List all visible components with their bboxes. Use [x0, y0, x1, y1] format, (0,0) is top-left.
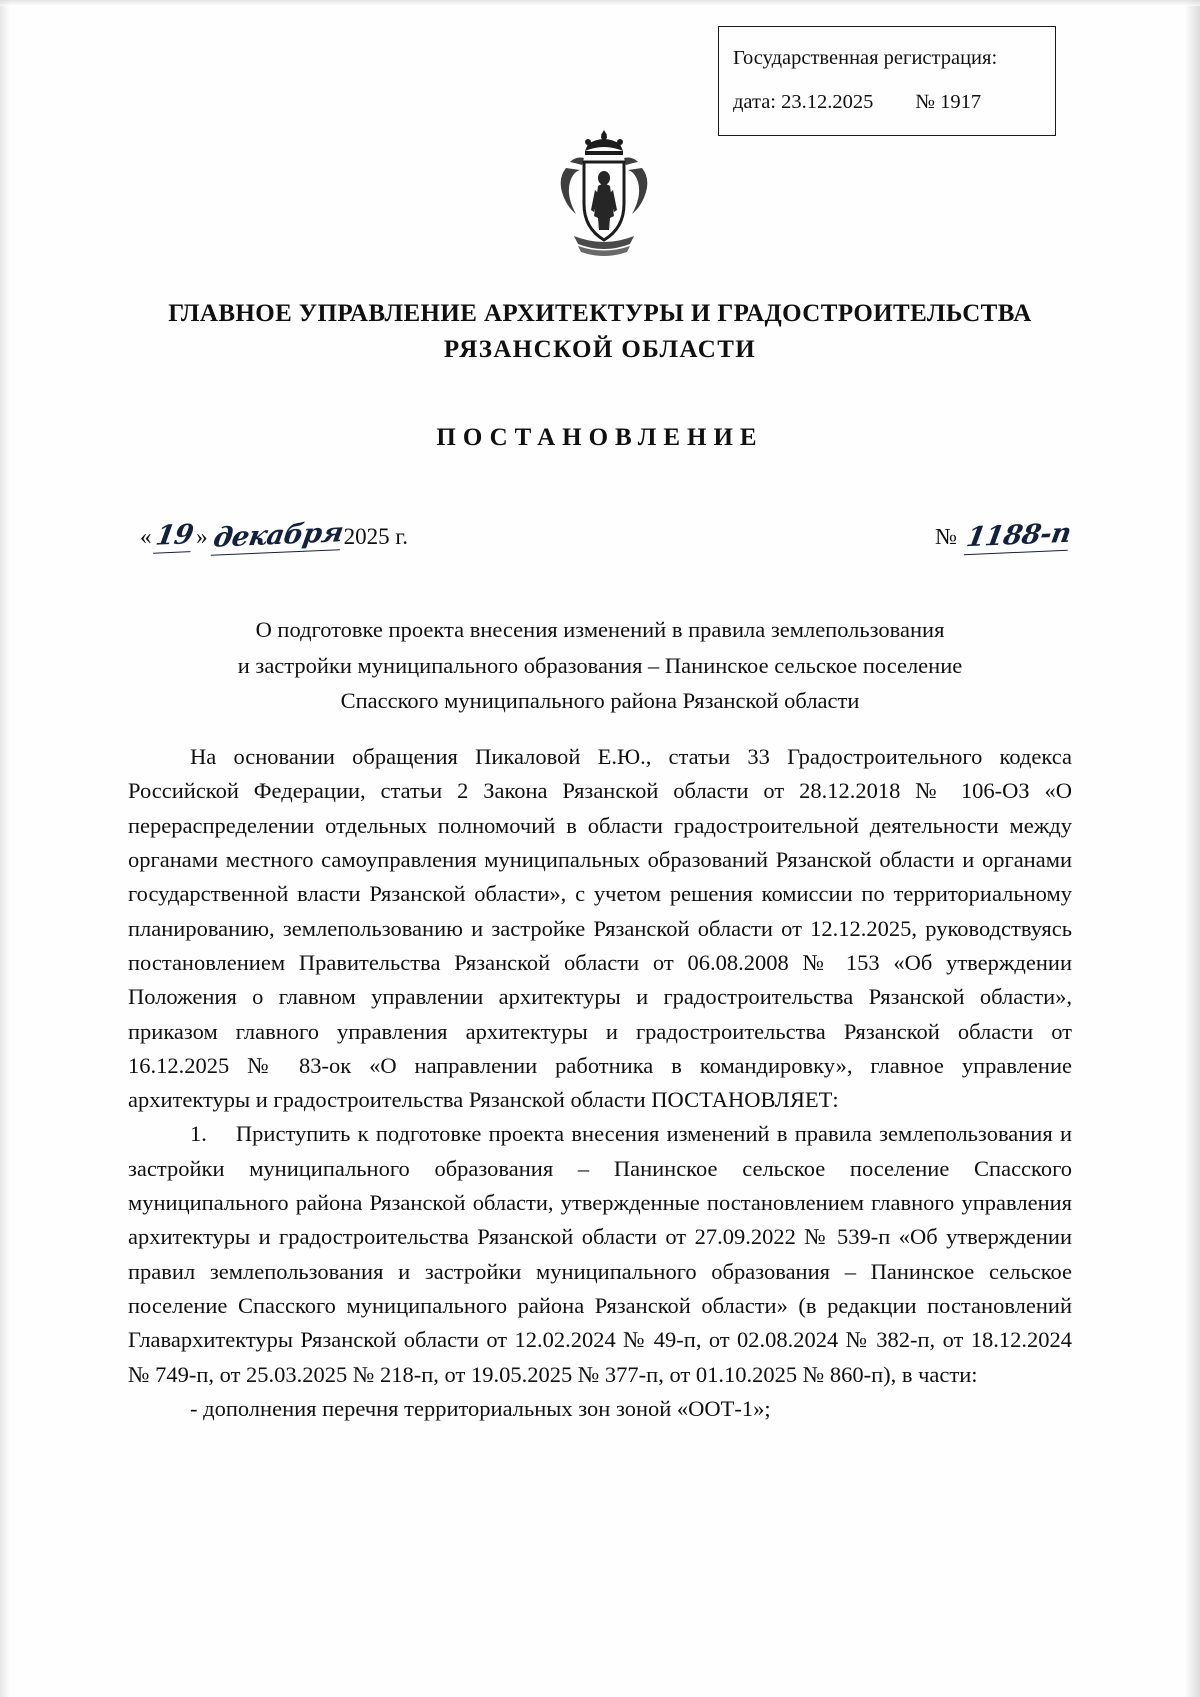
subject-line-1: О подготовке проекта внесения изменений в правила землепользования: [255, 617, 945, 642]
registration-title: Государственная регистрация:: [733, 47, 998, 69]
registration-date: дата: 23.12.2025: [733, 90, 874, 113]
subject-line-2: и застройки муниципального образования – Панинское сельское поселение: [237, 652, 963, 678]
registration-number: № 1917: [915, 90, 982, 113]
scan-edge-left: [0, 0, 10, 1697]
month-handwritten: декабря: [210, 517, 345, 554]
scan-edge-top: [0, 0, 1200, 6]
registration-details: [733, 85, 1043, 121]
organization-title: [0, 296, 1200, 367]
body-paragraph-dash-1: - дополнения перечня территориальных зон зоной «ООТ-1»;: [190, 1395, 771, 1421]
year-text: 2025 г.: [343, 524, 409, 549]
date-group: [140, 517, 409, 554]
scan-edge-right: [1184, 0, 1200, 1697]
body-paragraph-item-1: 1. Приступить к подготовке проекта внесения изменений в правила землепользования и застройки муниципального образования – Панинское сельское поселение Спасского муниципального района Рязанской области, утвержденные постановлением главного управления архитектуры и градостроительства Рязанской области от 27.09.2022 № 539-п «Об утверждении правил землепользования и застройки муниципального образования – Панинское сельское поселение Спасского муниципального района Рязанской области» (в редакции постановлений Главархитектуры Рязанской области от 12.02.2024 № 49-п, от 02.08.2024 № 382-п, от 18.12.2024 № 749-п, от 25.03.2025 № 218-п, от 19.05.2025 № 377-п, от 01.10.2025 № 860-п), в части:: [128, 1121, 1072, 1387]
body-paragraph-preamble: На основании обращения Пикаловой Е.Ю., статьи 33 Градостроительного кодекса Российской Федерации, статьи 2 Закона Рязанской области от 28.12.2018 № 106-ОЗ «О перераспределении отдельных полномочий в области градостроительной деятельности между органами местного самоуправления муниципальных образований Рязанской области и органами государственной власти Рязанской области», с учетом решения комиссии по территориальному планированию, землепользованию и застройке Рязанской области от 12.12.2025, руководствуясь постановлением Правительства Рязанской области от 06.08.2008 № 153 «Об утверждении Положения о главном управлении архитектуры и градостроительства Рязанской области», приказом главного управления архитектуры и градостроительства Рязанской области от 16.12.2025 № 83-ок «О направлении работника в командировку», главное управление архитектуры и градостроительства Рязанской области ПОСТАНОВЛЯЕТ:: [128, 744, 1072, 1113]
subject-line-3: Спасского муниципального района Рязанской области: [340, 688, 860, 714]
document-body: [128, 740, 1072, 1426]
quote-open: «: [140, 524, 152, 549]
number-group: [935, 517, 1074, 554]
coat-of-arms-icon: [548, 128, 660, 258]
quote-close: »: [196, 524, 208, 549]
registration-stamp: [718, 26, 1056, 136]
day-handwritten: 19: [152, 519, 196, 552]
organization-title-line2: РЯЗАНСКОЙ ОБЛАСТИ: [443, 335, 757, 363]
document-subject: [150, 612, 1050, 719]
number-sign: №: [935, 524, 958, 549]
organization-title-line1: ГЛАВНОЕ УПРАВЛЕНИЕ АРХИТЕКТУРЫ И ГРАДОСТРОИТЕЛЬСТВА: [168, 300, 1032, 327]
document-number-handwritten: 1188-п: [964, 517, 1074, 554]
date-and-number-line: [140, 517, 1074, 566]
document-type-heading: ПОСТАНОВЛЕНИЕ: [436, 424, 764, 451]
